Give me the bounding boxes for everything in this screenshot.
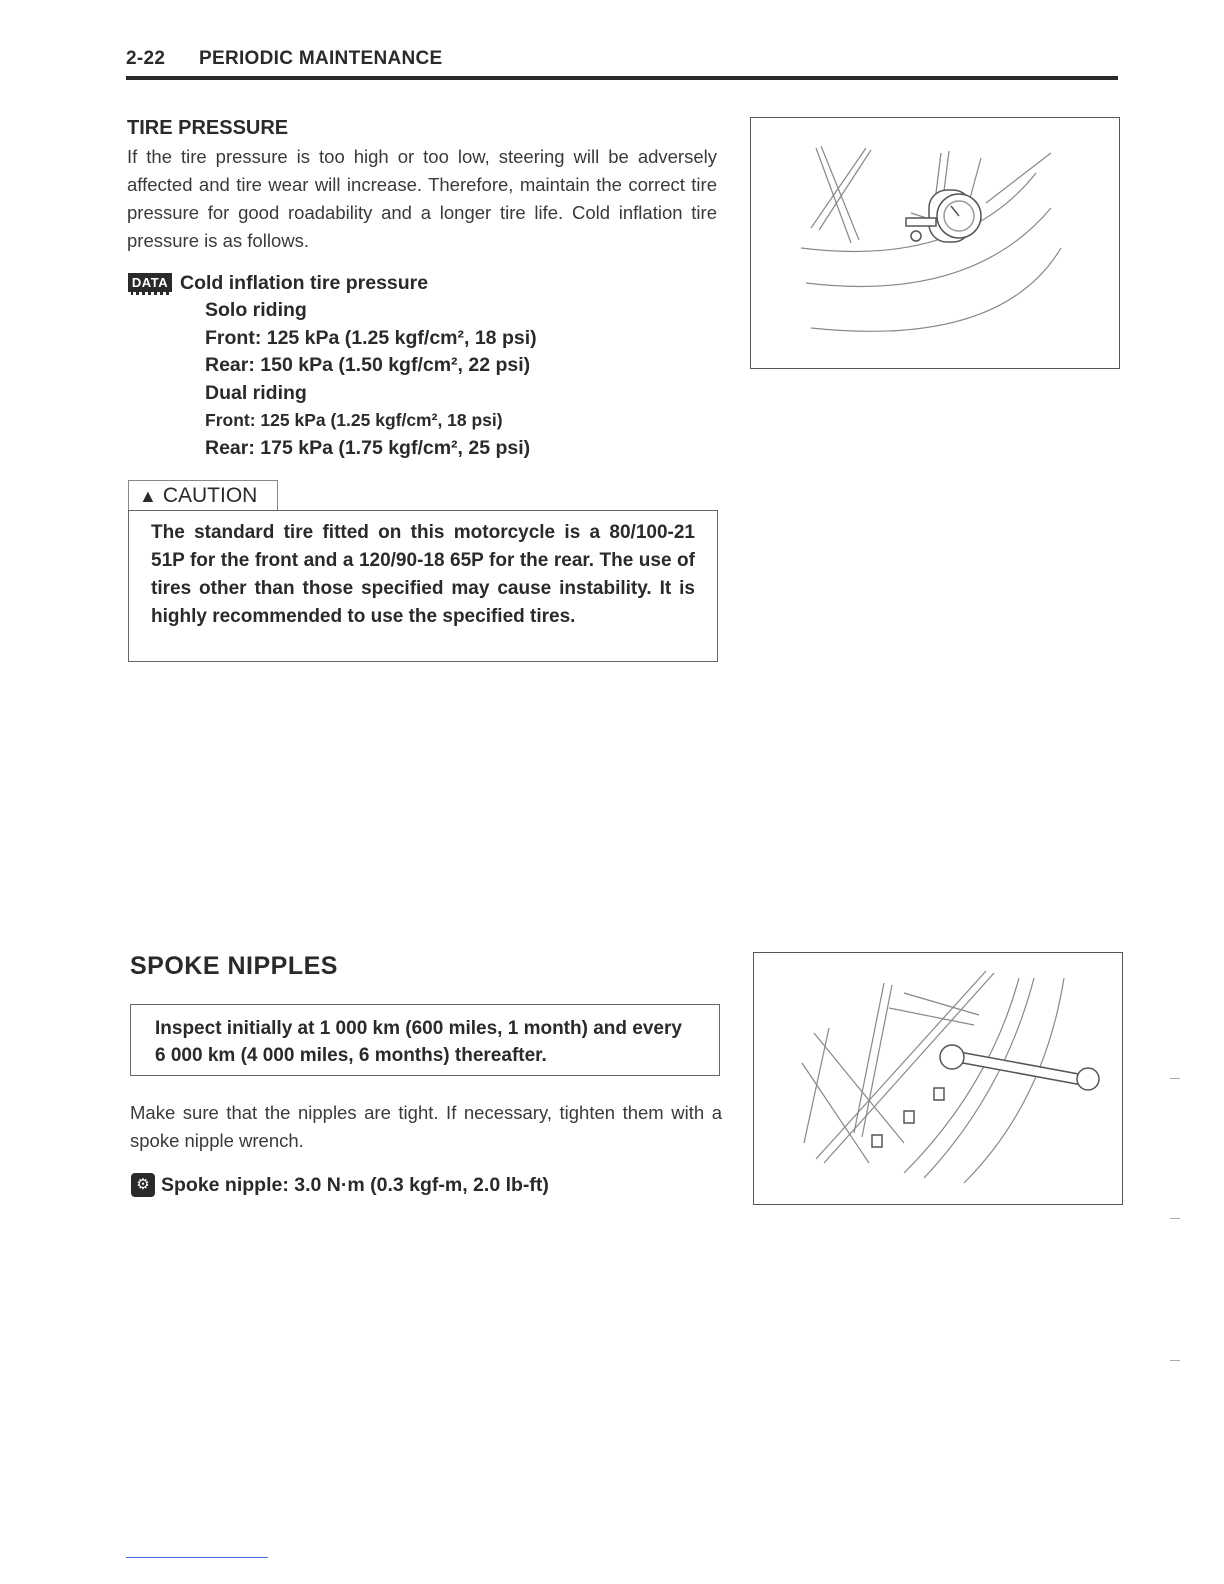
spoke-wrench-illustration xyxy=(753,952,1123,1205)
section-title: PERIODIC MAINTENANCE xyxy=(199,48,443,69)
solo-rear-pressure: Rear: 150 kPa (1.50 kgf/cm², 22 psi) xyxy=(205,354,531,376)
tire-gauge-drawing xyxy=(751,118,1119,368)
warning-triangle-icon: ▲ xyxy=(139,486,157,506)
tire-pressure-heading: TIRE PRESSURE xyxy=(127,117,289,139)
dual-rear-pressure: Rear: 175 kPa (1.75 kgf/cm², 25 psi) xyxy=(205,437,531,459)
margin-tick xyxy=(1170,1218,1180,1219)
margin-tick xyxy=(1170,1078,1180,1079)
dual-front-pressure: Front: 125 kPa (1.25 kgf/cm², 18 psi) xyxy=(205,410,503,430)
footer-rule xyxy=(126,1557,268,1558)
spoke-nipples-heading: SPOKE NIPPLES xyxy=(130,952,338,980)
inspection-interval-box: Inspect initially at 1 000 km (600 miles, 1 month) and every 6 000 km (4 000 miles, 6 months) thereafter. xyxy=(130,1004,720,1076)
torque-wrench-icon: ⚙ xyxy=(131,1173,155,1197)
caution-label xyxy=(128,480,278,511)
page-number: 2-22 xyxy=(126,48,166,69)
data-spec-icon: DATA xyxy=(128,273,172,295)
spoke-nipples-body: Make sure that the nipples are tight. If necessary, tighten them with a spoke nipple wrench. xyxy=(130,1102,722,1151)
caution-box: The standard tire fitted on this motorcycle is a 80/100-21 51P for the front and a 120/90-18 65P for the rear. The use of tires other than those specified may cause instability. It is highly recommended to use the specified tires. xyxy=(128,510,718,662)
data-spec-title xyxy=(128,272,428,295)
tire-pressure-intro: If the tire pressure is too high or too low, steering will be adversely affected and tire wear will increase. Therefore, maintain the correct tire pressure for good roadability and a longer tire life. Cold inflation tire pressure is as follows. xyxy=(127,146,717,251)
caution-text-label: CAUTION xyxy=(162,484,258,507)
page-header xyxy=(126,46,1118,80)
cold-inflation-title: Cold inflation tire pressure xyxy=(180,272,429,294)
margin-tick xyxy=(1170,1360,1180,1361)
torque-spec xyxy=(131,1173,549,1197)
tire-gauge-illustration xyxy=(750,117,1120,369)
solo-riding-label: Solo riding xyxy=(205,299,307,321)
dual-riding-label: Dual riding xyxy=(205,382,307,404)
torque-spec-text: Spoke nipple: 3.0 N·m (0.3 kgf-m, 2.0 lb-ft) xyxy=(161,1173,549,1196)
spoke-wrench-drawing xyxy=(754,953,1122,1204)
solo-front-pressure: Front: 125 kPa (1.25 kgf/cm², 18 psi) xyxy=(205,327,537,349)
